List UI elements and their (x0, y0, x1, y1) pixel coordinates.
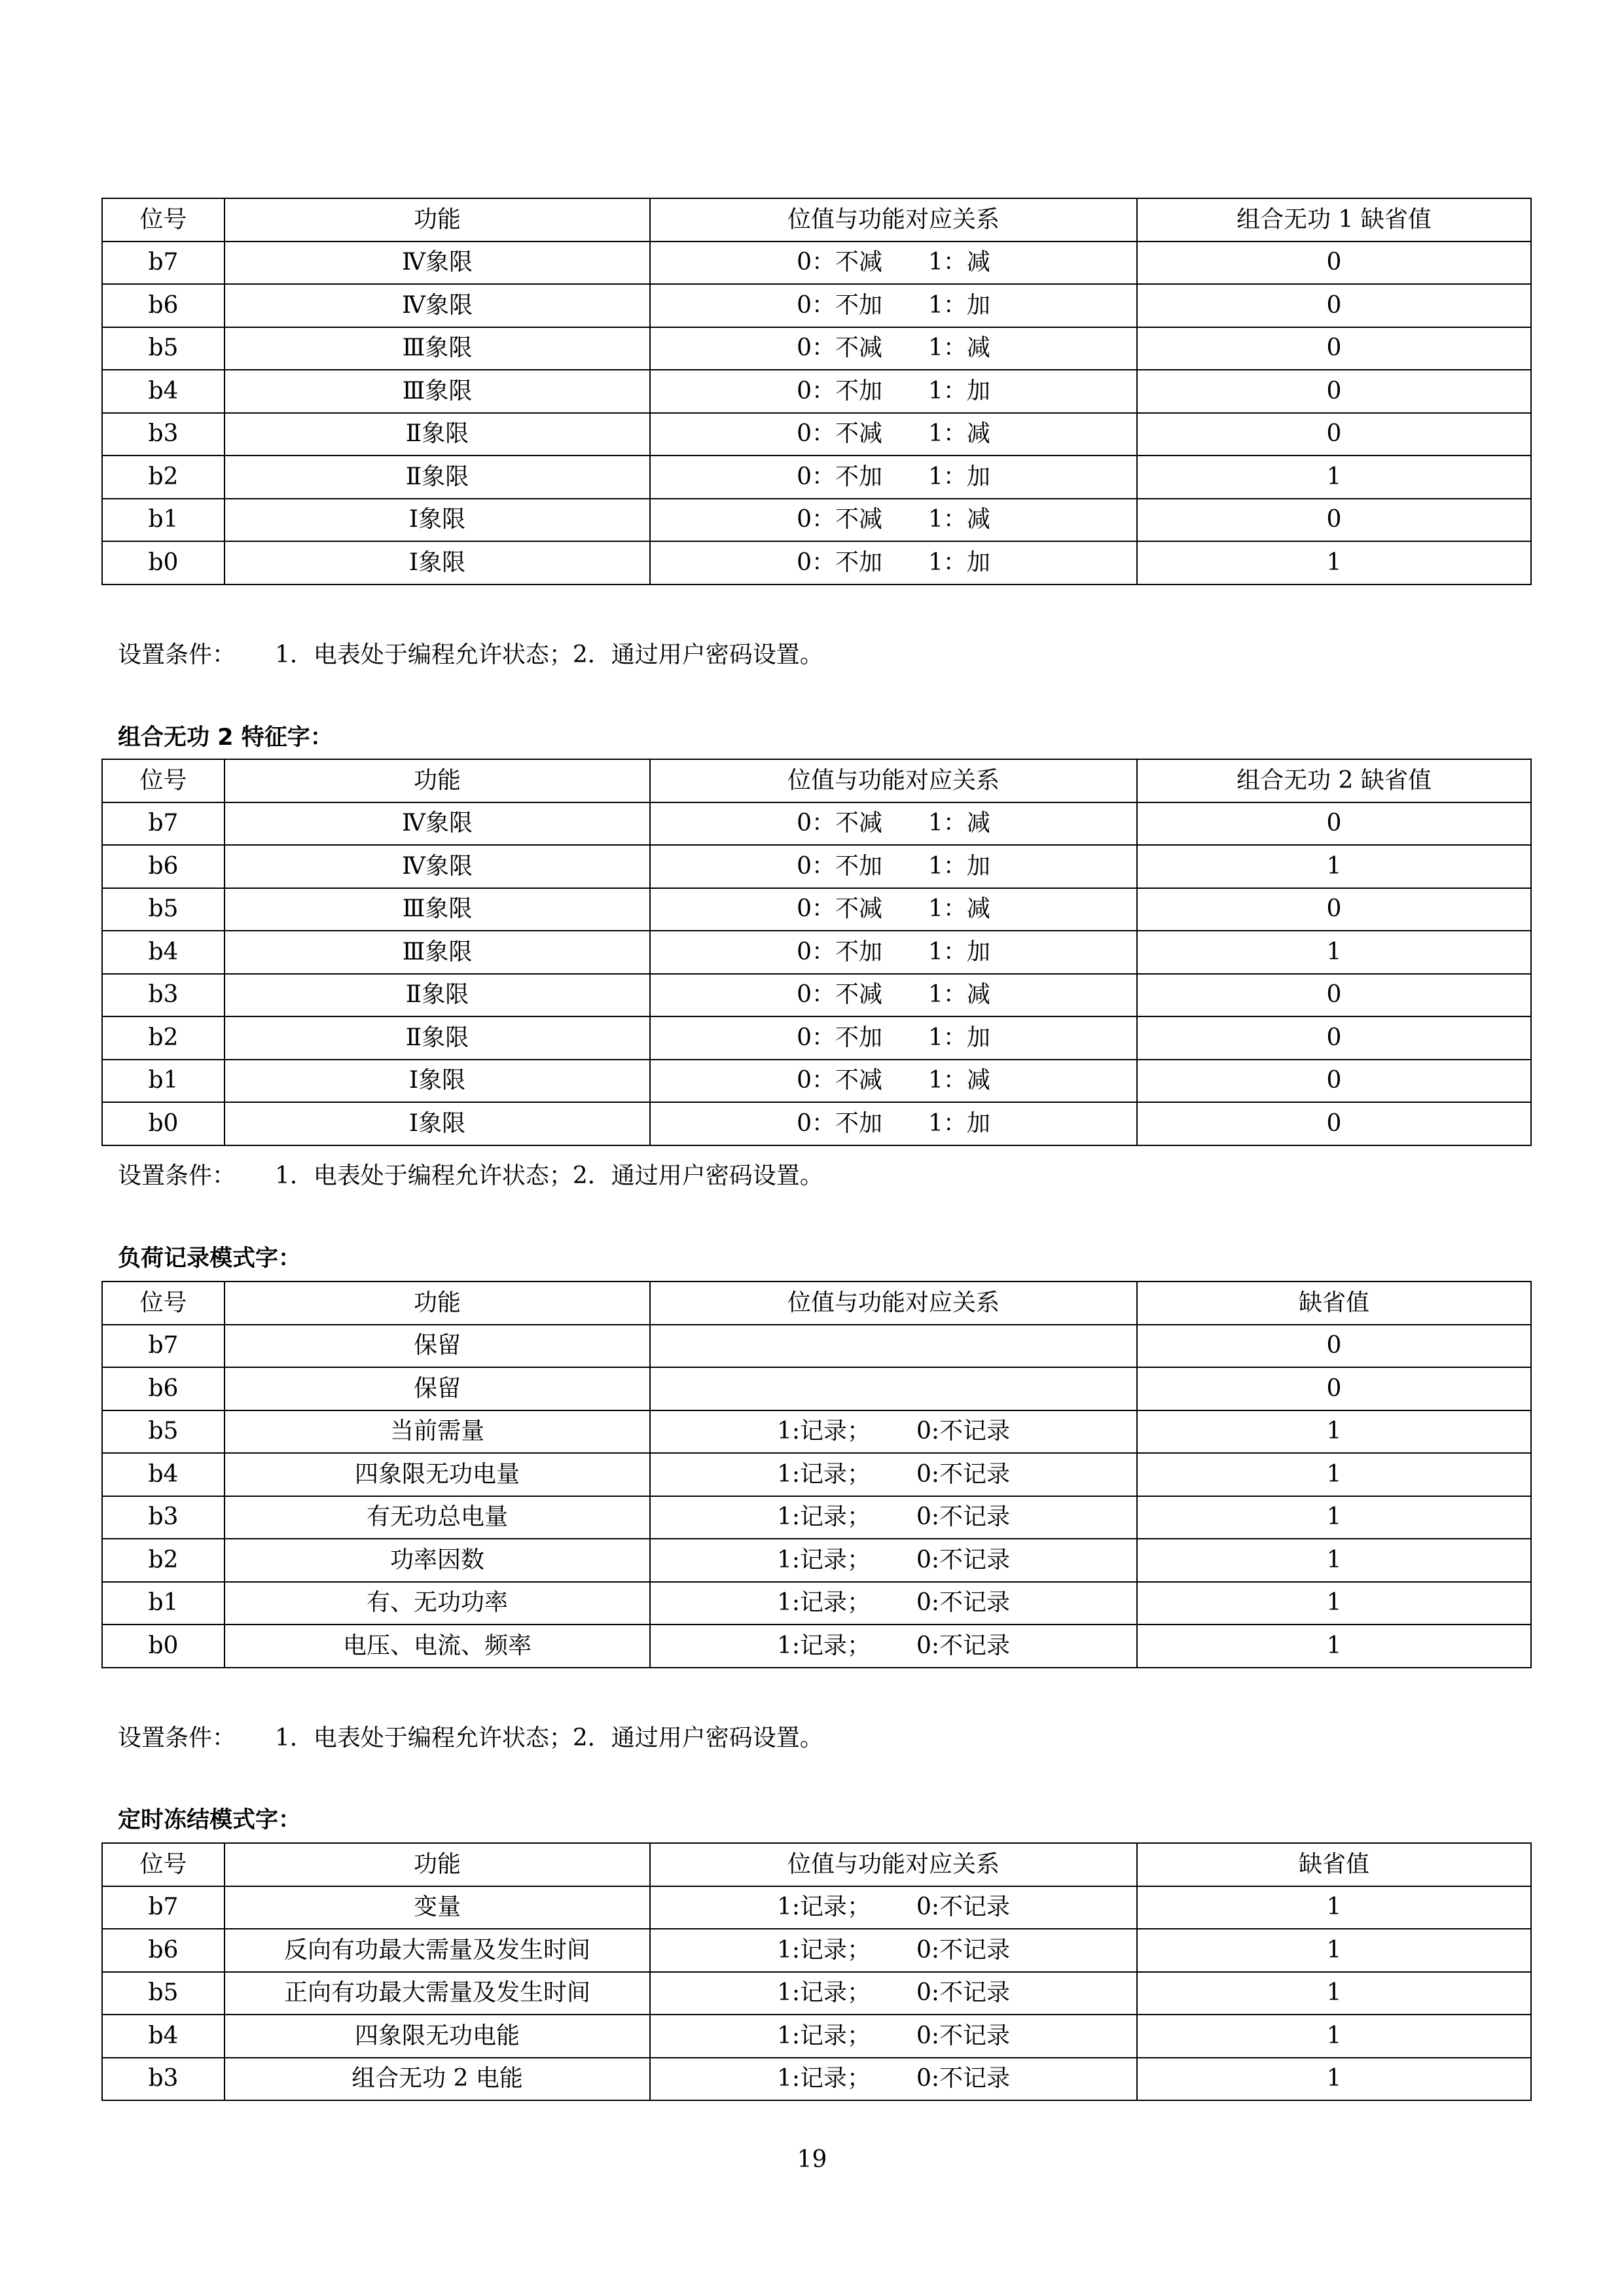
table-row (102, 413, 1531, 456)
bit-cell: b3 (102, 2058, 225, 2101)
function-cell: Ⅱ象限 (225, 974, 650, 1017)
relation-record: 1:记录； (776, 1893, 871, 1921)
default-cell: 1 (1137, 1410, 1531, 1454)
default-cell: 0 (1137, 1060, 1531, 1103)
table-row (102, 1886, 1531, 1929)
bit-cell: b2 (102, 456, 225, 499)
header-relation: 位值与功能对应关系 (650, 1843, 1137, 1886)
table-row (102, 1325, 1531, 1368)
function-cell: Ⅰ象限 (225, 499, 650, 542)
relation-zero: 0：不减 (797, 334, 882, 362)
default-cell: 1 (1137, 1539, 1531, 1582)
note-text: 1．电表处于编程允许状态；2．通过用户密码设置。 (275, 1725, 823, 1751)
function-cell: 功率因数 (225, 1539, 650, 1582)
bit-cell: b0 (102, 541, 225, 584)
header-default: 组合无功 1 缺省值 (1137, 198, 1531, 242)
table-row (102, 1624, 1531, 1668)
default-cell: 0 (1137, 1102, 1531, 1145)
function-cell: Ⅱ象限 (225, 456, 650, 499)
relation-zero: 0：不减 (797, 420, 882, 448)
function-cell: 组合无功 2 电能 (225, 2058, 650, 2101)
setting-conditions-note (118, 643, 823, 667)
default-cell: 0 (1137, 284, 1531, 327)
relation-zero: 0：不加 (797, 377, 882, 404)
function-cell: Ⅳ象限 (225, 845, 650, 888)
relation-cell (650, 499, 1137, 542)
bit-cell: b5 (102, 888, 225, 931)
default-cell: 1 (1137, 1972, 1531, 2015)
function-cell: Ⅱ象限 (225, 413, 650, 456)
table-row (102, 242, 1531, 285)
table-header-row (102, 1843, 1531, 1886)
header-relation: 位值与功能对应关系 (650, 759, 1137, 802)
bit-cell: b7 (102, 802, 225, 846)
table-header-row (102, 759, 1531, 802)
note-text: 1．电表处于编程允许状态；2．通过用户密码设置。 (275, 1162, 823, 1189)
relation-no-record: 0:不记录 (916, 1418, 1011, 1445)
bit-cell: b2 (102, 1016, 225, 1060)
relation-no-record: 0:不记录 (916, 1546, 1011, 1573)
relation-cell (650, 888, 1137, 931)
relation-one: 1：加 (928, 1109, 990, 1137)
bit-cell: b6 (102, 845, 225, 888)
relation-cell (650, 931, 1137, 974)
header-relation: 位值与功能对应关系 (650, 1282, 1137, 1325)
page-number: 19 (797, 2146, 827, 2173)
relation-zero: 0：不减 (797, 981, 882, 1009)
section-title: 组合无功 2 特征字： (118, 725, 333, 751)
table-row (102, 541, 1531, 584)
relation-zero: 0：不加 (797, 548, 882, 576)
note-label: 设置条件： (118, 1162, 236, 1189)
table-row (102, 1929, 1531, 1972)
table-row (102, 1972, 1531, 2015)
relation-one: 1：减 (928, 334, 990, 362)
relation-no-record: 0:不记录 (916, 1589, 1011, 1617)
default-cell: 1 (1137, 845, 1531, 888)
table-row (102, 1102, 1531, 1145)
bit-cell: b7 (102, 1886, 225, 1929)
function-cell: Ⅲ象限 (225, 931, 650, 974)
relation-cell (650, 1325, 1137, 1368)
default-cell: 0 (1137, 1325, 1531, 1368)
function-cell: 四象限无功电能 (225, 2015, 650, 2058)
relation-no-record: 0:不记录 (916, 1936, 1011, 1964)
default-cell: 1 (1137, 1929, 1531, 1972)
relation-zero: 0：不加 (797, 463, 882, 490)
relation-one: 1：加 (928, 852, 990, 880)
bit-cell: b5 (102, 1410, 225, 1454)
table-row (102, 974, 1531, 1017)
relation-zero: 0：不减 (797, 895, 882, 923)
default-cell: 1 (1137, 2015, 1531, 2058)
relation-record: 1:记录； (776, 2022, 871, 2049)
bit-cell: b2 (102, 1539, 225, 1582)
function-cell: 反向有功最大需量及发生时间 (225, 1929, 650, 1972)
header-function: 功能 (225, 198, 650, 242)
setting-conditions-note (118, 1164, 823, 1188)
header-bit: 位号 (102, 1282, 225, 1325)
function-cell: Ⅱ象限 (225, 1016, 650, 1060)
relation-cell (650, 1453, 1137, 1496)
relation-record: 1:记录； (776, 1589, 871, 1617)
bit-cell: b5 (102, 1972, 225, 2015)
table-row (102, 1582, 1531, 1625)
default-cell: 0 (1137, 370, 1531, 413)
function-cell: Ⅲ象限 (225, 327, 650, 370)
header-default: 组合无功 2 缺省值 (1137, 759, 1531, 802)
relation-record: 1:记录； (776, 2065, 871, 2092)
relation-record: 1:记录； (776, 1418, 871, 1445)
relation-cell (650, 1496, 1137, 1539)
relation-record: 1:记录； (776, 1979, 871, 2007)
relation-no-record: 0:不记录 (916, 1632, 1011, 1659)
relation-cell (650, 327, 1137, 370)
function-cell: Ⅲ象限 (225, 370, 650, 413)
bit-cell: b3 (102, 974, 225, 1017)
relation-cell (650, 2058, 1137, 2101)
relation-zero: 0：不加 (797, 291, 882, 319)
load-record-mode-table (101, 1281, 1532, 1668)
function-cell: 当前需量 (225, 1410, 650, 1454)
relation-record: 1:记录； (776, 1546, 871, 1573)
function-cell: Ⅳ象限 (225, 284, 650, 327)
table-row (102, 370, 1531, 413)
default-cell: 1 (1137, 1582, 1531, 1625)
default-cell: 0 (1137, 1016, 1531, 1060)
relation-cell (650, 541, 1137, 584)
bit-cell: b6 (102, 1367, 225, 1410)
default-cell: 0 (1137, 242, 1531, 285)
header-function: 功能 (225, 1843, 650, 1886)
relation-one: 1：减 (928, 506, 990, 533)
header-bit: 位号 (102, 198, 225, 242)
relation-cell (650, 974, 1137, 1017)
relation-one: 1：减 (928, 810, 990, 837)
relation-record: 1:记录； (776, 1632, 871, 1659)
section-title: 负荷记录模式字： (118, 1246, 302, 1272)
bit-cell: b5 (102, 327, 225, 370)
function-cell: Ⅰ象限 (225, 541, 650, 584)
default-cell: 1 (1137, 1453, 1531, 1496)
table-row (102, 1410, 1531, 1454)
relation-zero: 0：不加 (797, 1024, 882, 1051)
header-default: 缺省值 (1137, 1843, 1531, 1886)
relation-one: 1：加 (928, 377, 990, 404)
default-cell: 1 (1137, 1624, 1531, 1668)
relation-cell (650, 845, 1137, 888)
function-cell: Ⅲ象限 (225, 888, 650, 931)
default-cell: 1 (1137, 456, 1531, 499)
relation-one: 1：减 (928, 249, 990, 276)
table-row (102, 931, 1531, 974)
bit-cell: b4 (102, 370, 225, 413)
default-cell: 0 (1137, 974, 1531, 1017)
table-row (102, 1496, 1531, 1539)
relation-no-record: 0:不记录 (916, 1503, 1011, 1531)
table-row (102, 1539, 1531, 1582)
relation-record: 1:记录； (776, 1503, 871, 1531)
bit-cell: b0 (102, 1624, 225, 1668)
relation-cell (650, 1582, 1137, 1625)
note-text: 1．电表处于编程允许状态；2．通过用户密码设置。 (275, 641, 823, 668)
default-cell: 1 (1137, 2058, 1531, 2101)
section-title: 定时冻结模式字： (118, 1807, 302, 1833)
relation-zero: 0：不加 (797, 1109, 882, 1137)
relation-no-record: 0:不记录 (916, 1460, 1011, 1488)
default-cell: 0 (1137, 499, 1531, 542)
relation-zero: 0：不加 (797, 938, 882, 965)
function-cell: 保留 (225, 1367, 650, 1410)
bit-cell: b1 (102, 1060, 225, 1103)
table-row (102, 1060, 1531, 1103)
table-row (102, 456, 1531, 499)
table-row (102, 802, 1531, 846)
table-header-row (102, 1282, 1531, 1325)
relation-one: 1：加 (928, 291, 990, 319)
relation-zero: 0：不减 (797, 249, 882, 276)
table-row (102, 499, 1531, 542)
table-row (102, 1016, 1531, 1060)
relation-no-record: 0:不记录 (916, 2022, 1011, 2049)
note-label: 设置条件： (118, 641, 236, 668)
relation-zero: 0：不加 (797, 852, 882, 880)
bit-cell: b4 (102, 2015, 225, 2058)
relation-zero: 0：不减 (797, 810, 882, 837)
relation-cell (650, 802, 1137, 846)
table-row (102, 1453, 1531, 1496)
relation-one: 1：减 (928, 1067, 990, 1094)
default-cell: 0 (1137, 1367, 1531, 1410)
table-row (102, 327, 1531, 370)
header-bit: 位号 (102, 759, 225, 802)
relation-record: 1:记录； (776, 1460, 871, 1488)
function-cell: 正向有功最大需量及发生时间 (225, 1972, 650, 2015)
relation-cell (650, 1886, 1137, 1929)
relation-cell (650, 1929, 1137, 1972)
header-default: 缺省值 (1137, 1282, 1531, 1325)
default-cell: 0 (1137, 327, 1531, 370)
function-cell: 保留 (225, 1325, 650, 1368)
table-row (102, 284, 1531, 327)
relation-one: 1：减 (928, 420, 990, 448)
function-cell: 电压、电流、频率 (225, 1624, 650, 1668)
table-row (102, 888, 1531, 931)
default-cell: 0 (1137, 888, 1531, 931)
relation-one: 1：减 (928, 895, 990, 923)
bit-cell: b4 (102, 1453, 225, 1496)
bit-cell: b6 (102, 284, 225, 327)
default-cell: 0 (1137, 802, 1531, 846)
relation-cell (650, 242, 1137, 285)
default-cell: 1 (1137, 1886, 1531, 1929)
relation-cell (650, 413, 1137, 456)
setting-conditions-note (118, 1727, 823, 1750)
function-cell: Ⅰ象限 (225, 1060, 650, 1103)
default-cell: 1 (1137, 1496, 1531, 1539)
relation-one: 1：减 (928, 981, 990, 1009)
relation-record: 1:记录； (776, 1936, 871, 1964)
table-row (102, 845, 1531, 888)
header-bit: 位号 (102, 1843, 225, 1886)
bit-cell: b1 (102, 1582, 225, 1625)
function-cell: Ⅰ象限 (225, 1102, 650, 1145)
function-cell: Ⅳ象限 (225, 242, 650, 285)
bit-cell: b1 (102, 499, 225, 542)
bit-cell: b7 (102, 242, 225, 285)
relation-cell (650, 370, 1137, 413)
header-relation: 位值与功能对应关系 (650, 198, 1137, 242)
relation-zero: 0：不减 (797, 1067, 882, 1094)
table-row (102, 2058, 1531, 2101)
relation-cell (650, 284, 1137, 327)
relation-cell (650, 1539, 1137, 1582)
relation-cell (650, 1972, 1137, 2015)
relation-cell (650, 1102, 1137, 1145)
table-row (102, 1367, 1531, 1410)
relation-cell (650, 1016, 1137, 1060)
relation-cell (650, 1060, 1137, 1103)
bit-cell: b4 (102, 931, 225, 974)
relation-one: 1：加 (928, 938, 990, 965)
header-function: 功能 (225, 1282, 650, 1325)
default-cell: 0 (1137, 413, 1531, 456)
bit-cell: b3 (102, 1496, 225, 1539)
relation-cell (650, 1410, 1137, 1454)
reactive-combination-1-table (101, 198, 1532, 585)
timed-freeze-mode-table (101, 1842, 1532, 2101)
bit-cell: b7 (102, 1325, 225, 1368)
note-label: 设置条件： (118, 1725, 236, 1751)
relation-no-record: 0:不记录 (916, 1893, 1011, 1921)
bit-cell: b3 (102, 413, 225, 456)
header-function: 功能 (225, 759, 650, 802)
function-cell: Ⅳ象限 (225, 802, 650, 846)
relation-no-record: 0:不记录 (916, 1979, 1011, 2007)
relation-one: 1：加 (928, 548, 990, 576)
default-cell: 1 (1137, 541, 1531, 584)
relation-cell (650, 1624, 1137, 1668)
relation-zero: 0：不减 (797, 506, 882, 533)
bit-cell: b0 (102, 1102, 225, 1145)
table-row (102, 2015, 1531, 2058)
default-cell: 1 (1137, 931, 1531, 974)
function-cell: 有、无功功率 (225, 1582, 650, 1625)
bit-cell: b6 (102, 1929, 225, 1972)
function-cell: 有无功总电量 (225, 1496, 650, 1539)
relation-cell (650, 1367, 1137, 1410)
relation-cell (650, 2015, 1137, 2058)
function-cell: 变量 (225, 1886, 650, 1929)
reactive-combination-2-table (101, 759, 1532, 1146)
relation-one: 1：加 (928, 463, 990, 490)
relation-no-record: 0:不记录 (916, 2065, 1011, 2092)
relation-cell (650, 456, 1137, 499)
function-cell: 四象限无功电量 (225, 1453, 650, 1496)
relation-one: 1：加 (928, 1024, 990, 1051)
table-header-row (102, 198, 1531, 242)
